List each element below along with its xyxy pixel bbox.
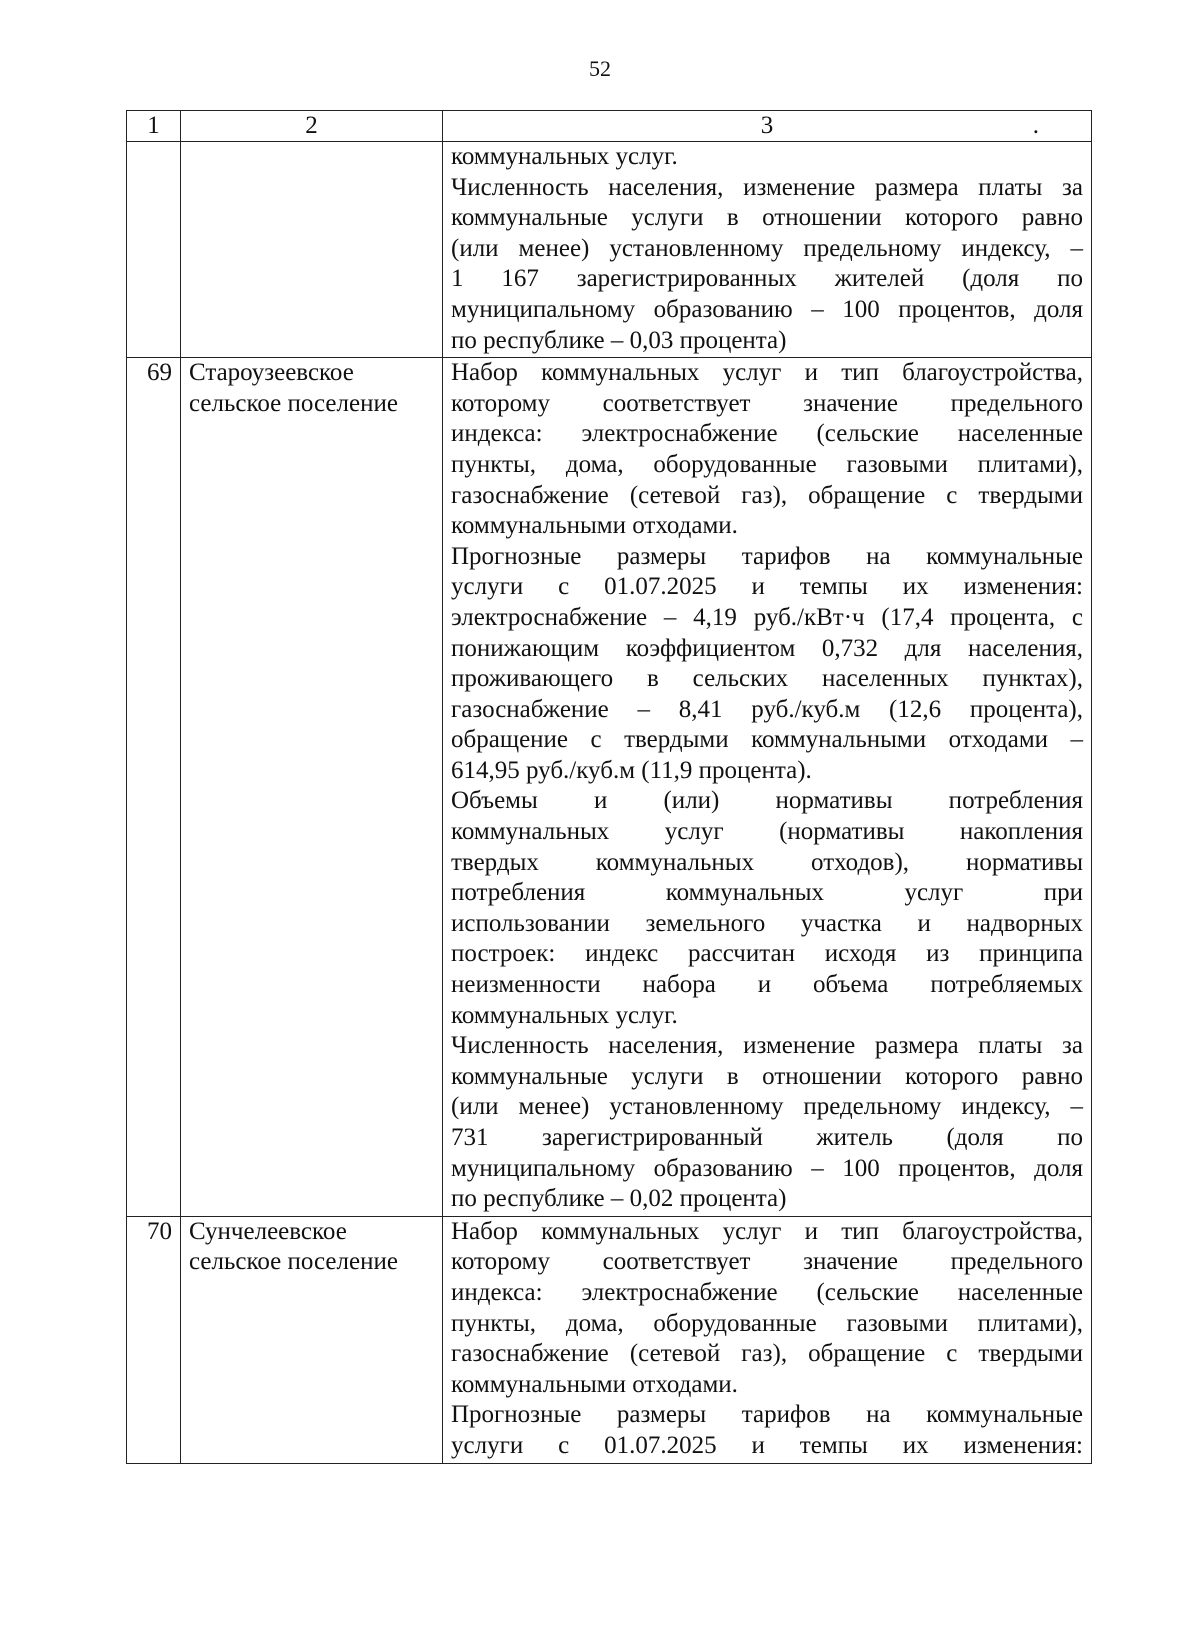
- text-line: Прогнозные размеры тарифов на коммунальные: [451, 542, 1083, 570]
- text-line: Объемы и (или) нормативы потребления: [451, 787, 1083, 815]
- header-col-1: 1: [127, 111, 181, 142]
- tariff-table: [126, 110, 1092, 1464]
- page-number: 52: [589, 56, 611, 81]
- text-line: Набор коммунальных услуг и тип благоустройства,: [451, 1217, 1083, 1245]
- table-header-row: [127, 111, 1092, 142]
- text-line: по республике – 0,03 процента): [451, 326, 787, 354]
- text-line: муниципальному образованию – 100 процентов, доля: [451, 1154, 1083, 1182]
- text-line: Прогнозные размеры тарифов на коммунальные: [451, 1401, 1083, 1429]
- municipality-name-line: сельское поселение: [189, 1248, 398, 1276]
- text-line: использовании земельного участка и надворных: [451, 909, 1083, 937]
- text-line: построек: индекс рассчитан исходя из принципа: [451, 940, 1083, 968]
- text-line: коммунальных услуг (нормативы накопления: [451, 818, 1083, 846]
- text-line: газоснабжение – 8,41 руб./куб.м (12,6 процента),: [451, 695, 1083, 723]
- text-line: проживающего в сельских населенных пунктах),: [451, 665, 1083, 693]
- header-col-3-label: 3: [760, 112, 774, 139]
- header-col-3: [443, 111, 1092, 142]
- text-line: коммунальные услуги в отношении которого равно: [451, 204, 1083, 232]
- text-line: (или менее) установленному предельному индексу, –: [451, 234, 1083, 262]
- text-line: пункты, дома, оборудованные газовыми плитами),: [451, 450, 1083, 478]
- text-line: газоснабжение (сетевой газ), обращение с твердыми: [451, 481, 1083, 509]
- row-text-cell: [443, 358, 1092, 1217]
- text-line: которому соответствует значение предельного: [451, 389, 1083, 417]
- text-line: потребления коммунальных услуг при: [451, 879, 1083, 907]
- municipality-name-line: сельское поселение: [189, 389, 398, 417]
- text-line: 731 зарегистрированный житель (доля по: [451, 1124, 1083, 1151]
- row-text-cell: [443, 142, 1092, 358]
- row-number-cell: 70: [127, 1216, 181, 1463]
- text-line: электроснабжение – 4,19 руб./кВт·ч (17,4 процента, с: [451, 603, 1083, 631]
- text-line: услуги с 01.07.2025 и темпы их изменения:: [451, 573, 1083, 601]
- table-row-70: [127, 1216, 1092, 1463]
- text-line: муниципальному образованию – 100 процентов, доля: [451, 295, 1083, 323]
- text-line: пункты, дома, оборудованные газовыми плитами),: [451, 1309, 1083, 1337]
- table-row-69: [127, 358, 1092, 1217]
- row-name-cell: [181, 358, 443, 1217]
- municipality-name-line: Староузеевское: [189, 359, 354, 387]
- text-line: коммунальных услуг.: [451, 1001, 678, 1029]
- text-line: неизменности набора и объема потребляемых: [451, 971, 1083, 999]
- text-line: которому соответствует значение предельного: [451, 1248, 1083, 1276]
- row-text-cell: [443, 1216, 1092, 1463]
- text-line: Численность населения, изменение размера платы за: [451, 1032, 1083, 1060]
- text-line: 1 167 зарегистрированных жителей (доля по: [451, 265, 1083, 293]
- text-line: (или менее) установленному предельному индексу, –: [451, 1093, 1083, 1121]
- text-line: газоснабжение (сетевой газ), обращение с твердыми: [451, 1340, 1083, 1368]
- text-line: твердых коммунальных отходов), нормативы: [451, 848, 1083, 876]
- text-line: коммунальными отходами.: [451, 1370, 738, 1398]
- text-line: Набор коммунальных услуг и тип благоустройства,: [451, 359, 1083, 387]
- text-line: услуги с 01.07.2025 и темпы их изменения:: [451, 1431, 1083, 1459]
- row-number-cell: [127, 142, 181, 358]
- header-col-2: 2: [181, 111, 443, 142]
- row-name-cell: [181, 1216, 443, 1463]
- text-line: понижающим коэффициентом 0,732 для населения,: [451, 634, 1083, 662]
- municipality-name-line: Сунчелеевское: [189, 1217, 347, 1245]
- text-line: коммунальных услуг.: [451, 143, 678, 170]
- text-line: 614,95 руб./куб.м (11,9 процента).: [451, 756, 812, 784]
- text-line: коммунальными отходами.: [451, 512, 738, 540]
- table-row-continuation: [127, 142, 1092, 358]
- text-line: обращение с твердыми коммунальными отходами –: [451, 726, 1083, 754]
- text-line: Численность населения, изменение размера платы за: [451, 173, 1083, 201]
- row-number-cell: 69: [127, 358, 181, 1217]
- text-line: коммунальные услуги в отношении которого равно: [451, 1062, 1083, 1090]
- text-line: индекса: электроснабжение (сельские населенные: [451, 420, 1083, 448]
- text-line: по республике – 0,02 процента): [451, 1185, 787, 1213]
- header-col-3-mark: .: [1032, 112, 1039, 139]
- row-name-cell: [181, 142, 443, 358]
- text-line: индекса: электроснабжение (сельские населенные: [451, 1278, 1083, 1306]
